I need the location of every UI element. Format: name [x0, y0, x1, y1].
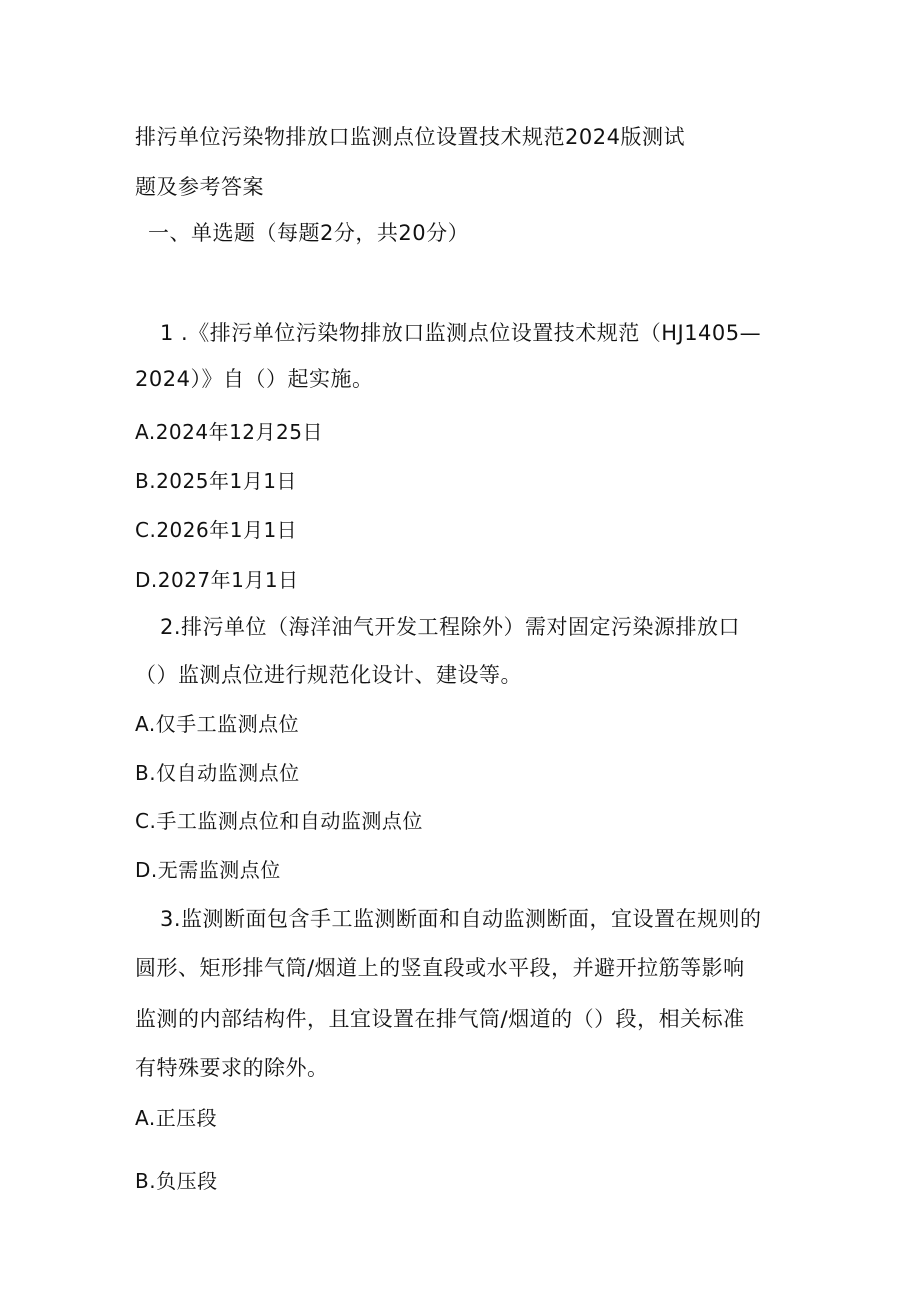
question-2-option-d: D.无需监测点位: [135, 858, 281, 882]
question-2-text-line-2: （）监测点位进行规范化设计、建设等。: [135, 663, 522, 687]
question-3-option-b: B.负压段: [135, 1169, 218, 1193]
question-2-option-c: C.手工监测点位和自动监测点位: [135, 809, 423, 833]
question-2-option-a: A.仅手工监测点位: [135, 712, 300, 736]
question-3-option-a: A.正压段: [135, 1106, 218, 1130]
question-2-option-b: B.仅自动监测点位: [135, 761, 300, 785]
question-1-option-c: C.2026年1月1日: [135, 518, 298, 542]
question-1-text-line-2: 2024）》自（）起实施。: [135, 367, 374, 391]
document-title-line-1: 排污单位污染物排放口监测点位设置技术规范2024版测试: [135, 125, 685, 149]
question-3-text-line-3: 监测的内部结构件，且宜设置在排气筒/烟道的（）段，相关标准: [135, 1007, 745, 1031]
question-1-text-line-1: 1 .《排污单位污染物排放口监测点位设置技术规范（HJ1405—: [160, 321, 762, 345]
section-heading: 一、单选题（每题2分，共20分）: [148, 221, 470, 245]
question-3-text-line-4: 有特殊要求的除外。: [135, 1056, 329, 1080]
question-1-option-a: A.2024年12月25日: [135, 420, 323, 444]
question-1-option-b: B.2025年1月1日: [135, 469, 297, 493]
document-title-line-2: 题及参考答案: [135, 175, 264, 199]
question-1-option-d: D.2027年1月1日: [135, 568, 299, 592]
question-3-text-line-2: 圆形、矩形排气筒/烟道上的竖直段或水平段，并避开拉筋等影响: [135, 956, 745, 980]
question-2-text-line-1: 2.排污单位（海洋油气开发工程除外）需对固定污染源排放口: [160, 615, 741, 639]
question-3-text-line-1: 3.监测断面包含手工监测断面和自动监测断面，宜设置在规则的: [160, 907, 762, 931]
